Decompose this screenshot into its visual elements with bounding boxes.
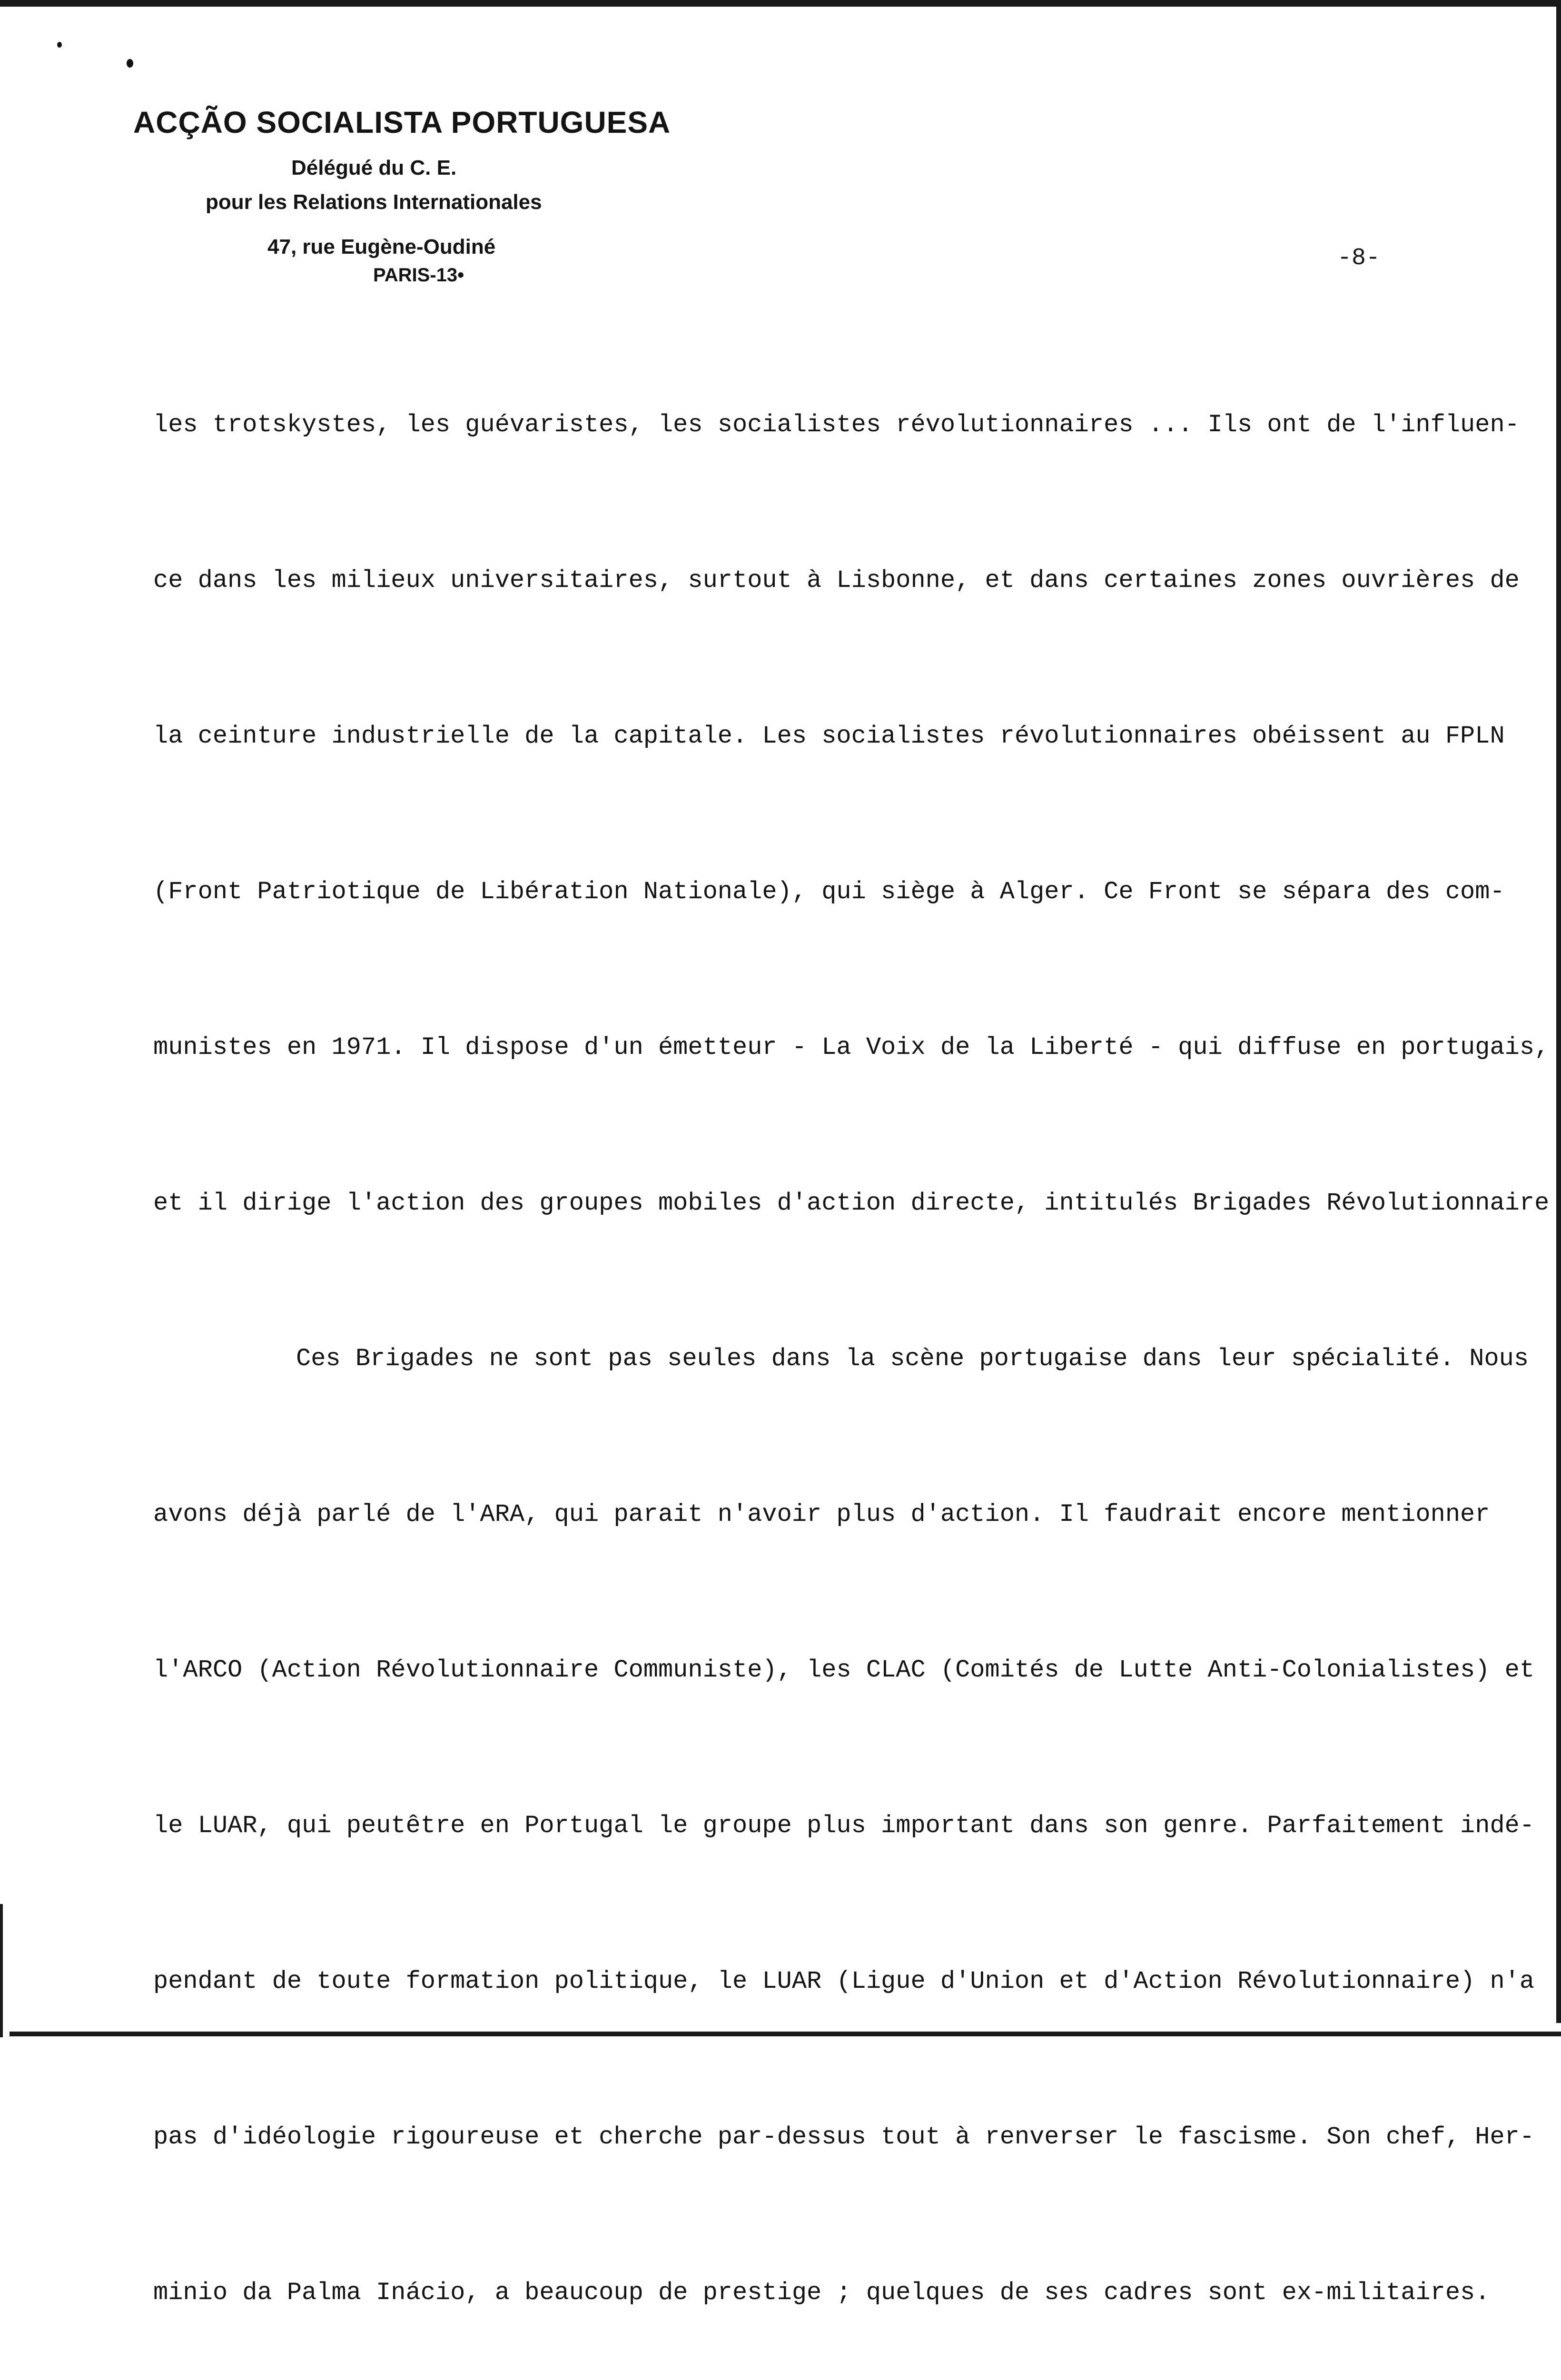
scan-speck — [127, 59, 133, 68]
organization-name: ACÇÃO SOCIALISTA PORTUGUESA — [133, 105, 671, 139]
text-line: ce dans les milieux universitaires, surtout à Lisbonne, et dans certaines zones ouvrières de — [153, 566, 1520, 595]
text-line: les trotskystes, les guévaristes, les socialistes révolutionnaires ... Ils ont de l'influen- — [153, 411, 1520, 439]
street-address: 47, rue Eugène-Oudiné — [267, 235, 496, 258]
text-line: et il dirige l'action des groupes mobiles d'action directe, intitulés Brigades Révolutionnaire — [153, 1189, 1550, 1217]
document-body — [153, 295, 1561, 2380]
paragraph-start-line: Ces Brigades ne sont pas seules dans la scène portugaise dans leur spécialité. Nous — [296, 1345, 1529, 1373]
text-line: (Front Patriotique de Libération Nationale), qui siège à Alger. Ce Front se sépara des com- — [153, 878, 1505, 906]
text-line: l'ARCO (Action Révolutionnaire Communiste), les CLAC (Comités de Lutte Anti-Colonialistes) et — [153, 1656, 1535, 1684]
text-line: pendant de toute formation politique, le LUAR (Ligue d'Union et d'Action Révolutionnaire) n'a — [153, 1967, 1535, 1995]
city-address: PARIS-13• — [373, 265, 464, 286]
text-line: pas d'idéologie rigoureuse et cherche par-dessus tout à renverser le fascisme. Son chef, Her- — [153, 2123, 1535, 2151]
page-left-edge — [0, 1904, 3, 2037]
text-line: avons déjà parlé de l'ARA, qui parait n'avoir plus d'action. Il faudrait encore mentionner — [153, 1500, 1490, 1528]
relations-line: pour les Relations Internationales — [206, 190, 542, 214]
delegate-line: Délégué du C. E. — [291, 156, 457, 179]
text-line: la ceinture industrielle de la capitale. Les socialistes révolutionnaires obéissent au FPLN — [153, 722, 1505, 750]
text-line: le LUAR, qui peutêtre en Portugal le groupe plus important dans son genre. Parfaitement indé- — [153, 1812, 1535, 1840]
page-number: -8- — [1337, 245, 1381, 272]
scan-speck — [57, 42, 62, 48]
text-line: minio da Palma Inácio, a beaucoup de prestige ; quelques de ses cadres sont ex-militaires. — [153, 2279, 1490, 2307]
page-top-border — [0, 0, 1561, 7]
text-line: munistes en 1971. Il dispose d'un émetteur - La Voix de la Liberté - qui diffuse en portugais, — [153, 1033, 1550, 1061]
